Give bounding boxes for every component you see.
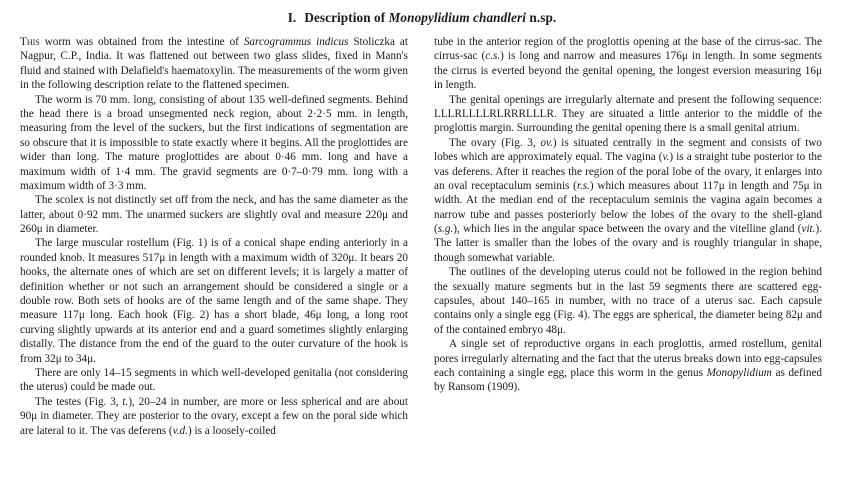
title-text-after: n.sp. (526, 10, 557, 25)
page-title (20, 10, 824, 26)
paragraph: This worm was obtained from the intestine of Sarcogrammus indicus Stoliczka at Nagpur, C.P., India. It was flattened out between two glass slides, fixed in Mann's fluid and stained with Delafield's haematoxylin. The measurements of the worm given in the following description relate to the flattened specimen. (20, 36, 408, 92)
left-column (20, 35, 408, 438)
paragraph: The genital openings are irregularly alternate and present the following sequence: LLLRLLLLRLRRRLLLR. They are situated a little anterior to the middle of the proglottis margin. Surrounding the genital opening there is a small genital atrium. (434, 93, 822, 135)
title-text-before: Description of (304, 10, 389, 25)
paragraph: The ovary (Fig. 3, ov.) is situated centrally in the segment and consists of two lobes which are approximately equal. The vagina (v.) is a straight tube posterior to the vas deferens. After it reaches the region of the poral lobe of the ovary, it enlarges into an oval receptaculum seminis (r.s.) which measures about 117μ in length and 75μ in width. At the median end of the receptaculum seminis the vagina again becomes a narrow tube and passes posteriorly below the lobes of the ovary to the shell-gland (s.g.), which lies in the angular space between the ovary and the vitelline gland (vit.). The latter is smaller than the lobes of the ovary and is roughly triangular in shape, though somewhat variable. (434, 136, 822, 264)
section-number: I. (287, 10, 297, 25)
paragraph: The worm is 70 mm. long, consisting of about 135 well-defined segments. Behind the head there is a broad unsegmented neck region, about 2·2·5 mm. in length, measuring from the level of the suckers, but the first indications of segmentation are so obscure that it is impossible to state exactly where it begins. All the proglottides are wider than long. The mature proglottides are about 0·46 mm. long and have a maximum width of 1·4 mm. The gravid segments are 0·7–0·79 mm. long with a maximum width of 3·3 mm. (20, 93, 408, 192)
paragraph: The scolex is not distinctly set off from the neck, and has the same diameter as the latter, about 0·92 mm. The unarmed suckers are slightly oval and measure 220μ and 260μ in diameter. (20, 194, 408, 236)
species-name: Monopylidium chandleri (388, 10, 527, 25)
right-column (434, 35, 822, 395)
paragraph: The outlines of the developing uterus could not be followed in the region behind the sexually mature segments but in the last 59 segments there are scattered egg-capsules, about 140–165 in number, with no trace of a uterus sac. Each capsule contains only a single egg (Fig. 4). The eggs are spherical, the diameter being 82μ and of the contained embryo 48μ. (434, 266, 822, 336)
paragraph: There are only 14–15 segments in which well-developed genitalia (not considering the uterus) could be made out. (20, 366, 408, 394)
two-column-body (20, 35, 824, 438)
paragraph: The large muscular rostellum (Fig. 1) is of a conical shape ending anteriorly in a rounded knob. It measures 517μ in length with a maximum width of 320μ. It bears 20 hooks, the alternate ones of which are set on different levels; it is largely a matter of definition whether or not such an arrangement should be considered a single or a double row. Both sets of hooks are of the same length and of the same shape. They measure 117μ long. Each hook (Fig. 2) has a short blade, 46μ long, a long root curving slightly upwards at its anterior end and a guard sometimes slightly enlarging distally. The distance from the end of the guard to the outer curvature of the hook is from 32μ to 34μ. (20, 237, 408, 365)
paragraph: The testes (Fig. 3, t.), 20–24 in number, are more or less spherical and are about 90μ in diameter. They are posterior to the ovary, except a few on the poral side which are lateral to it. The vas deferens (v.d.) is a loosely-coiled (20, 395, 408, 437)
paragraph: tube in the anterior region of the proglottis opening at the base of the cirrus-sac. The cirrus-sac (c.s.) is long and narrow and measures 176μ in length. In some segments the cirrus is everted beyond the genital opening, the longest eversion measuring 16μ in length. (434, 36, 822, 92)
paragraph: A single set of reproductive organs in each proglottis, armed rostellum, genital pores irregularly alternating and the fact that the uterus breaks down into egg-capsules each containing a single egg, place this worm in the genus Monopylidium as defined by Ransom (1909). (434, 338, 822, 394)
